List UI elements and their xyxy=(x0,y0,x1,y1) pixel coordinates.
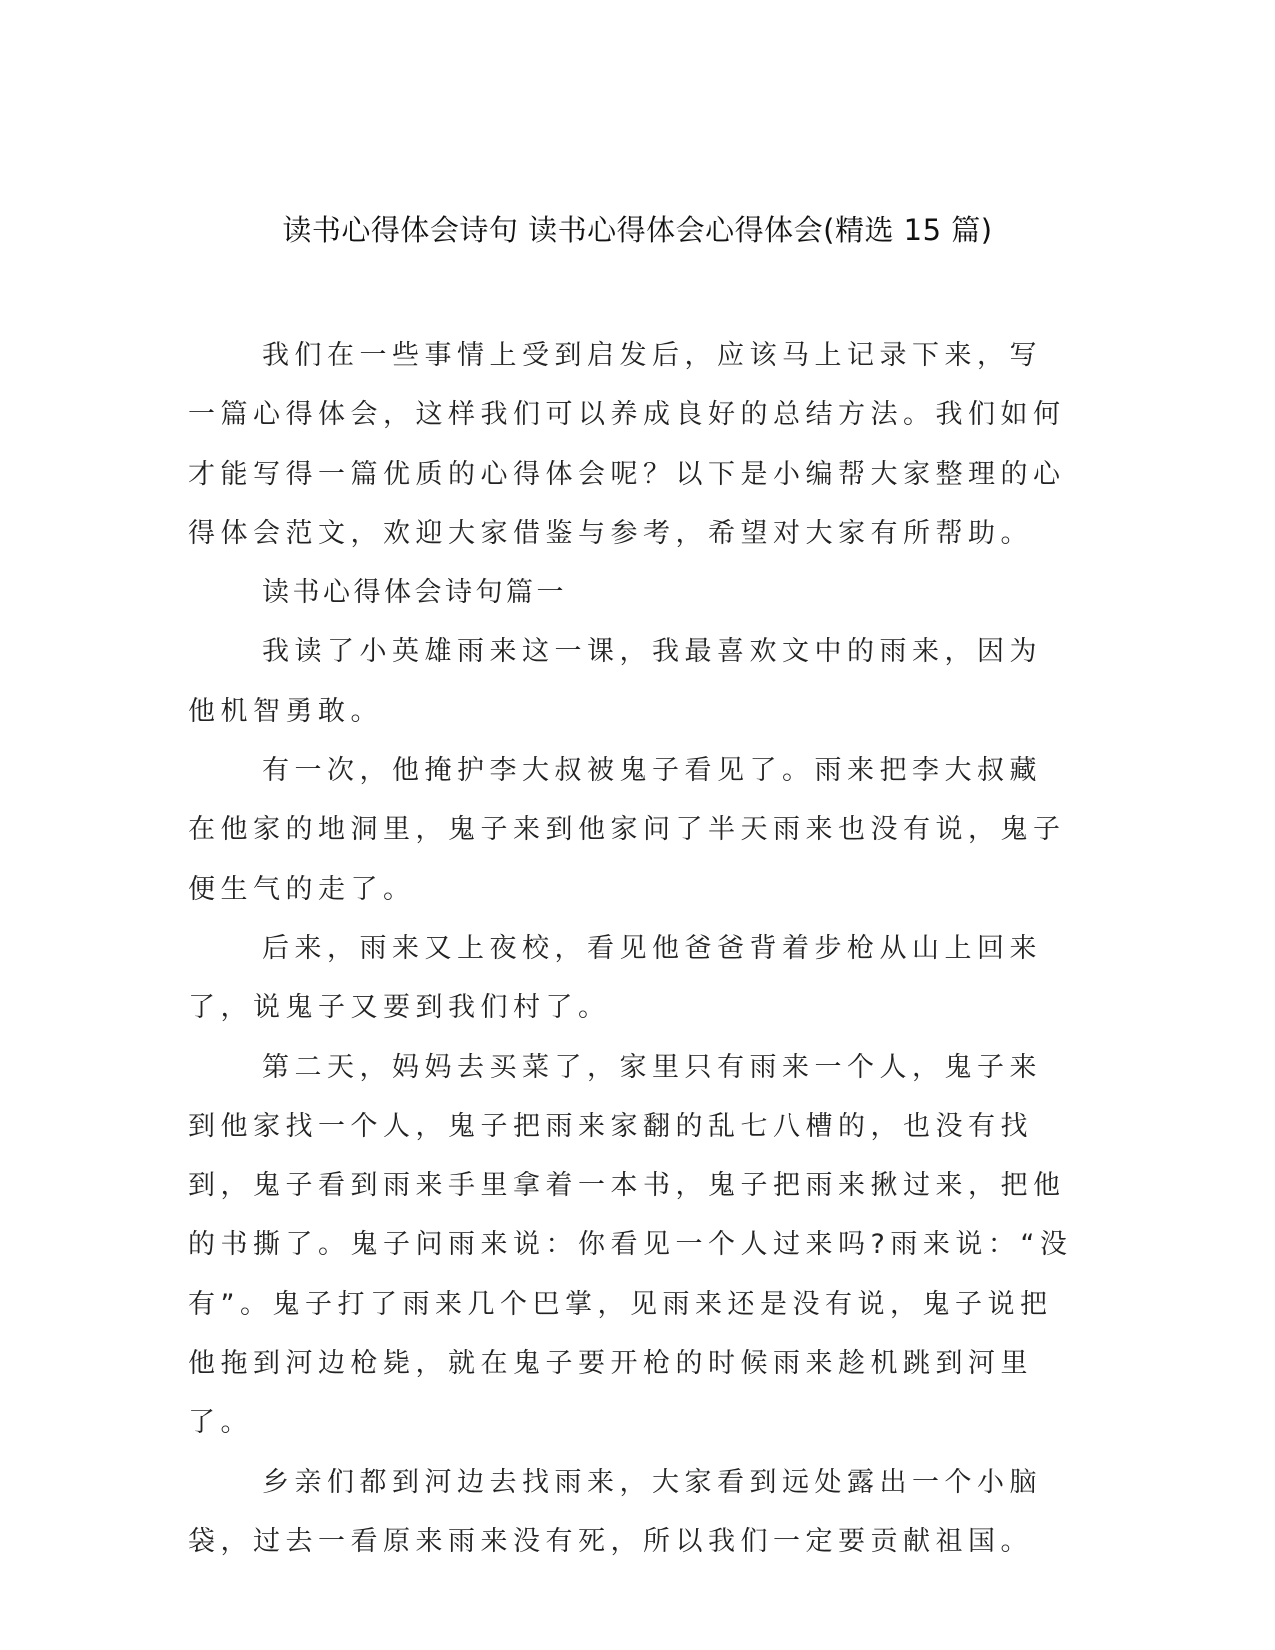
body-paragraph: 我读了小英雄雨来这一课，我最喜欢文中的雨来，因为他机智勇敢。 xyxy=(188,636,1042,727)
body-paragraph: 有一次，他掩护李大叔被鬼子看见了。雨来把李大叔藏在他家的地洞里，鬼子来到他家问了半天雨来也没有说，鬼子便生气的走了。 xyxy=(188,755,1066,905)
intro-paragraph: 我们在一些事情上受到启发后，应该马上记录下来，写一篇心得体会，这样我们可以养成良好的总结方法。我们如何才能写得一篇优质的心得体会呢？以下是小编帮大家整理的心得体会范文，欢迎大家借鉴与参考，希望对大家有所帮助。 xyxy=(188,340,1066,549)
section-heading: 读书心得体会诗句篇一 xyxy=(262,577,567,609)
body-paragraph: 后来，雨来又上夜校，看见他爸爸背着步枪从山上回来了，说鬼子又要到我们村了。 xyxy=(188,932,1042,1024)
document-body xyxy=(188,326,1073,1571)
body-paragraph: 第二天，妈妈去买菜了，家里只有雨来一个人，鬼子来到他家找一个人，鬼子把雨来家翻的乱七八槽的，也没有找到，鬼子看到雨来手里拿着一本书，鬼子把雨来揪过来，把他的书撕了。鬼子问雨来说：你看见一个人过来吗?雨来说：“没有”。鬼子打了雨来几个巴掌，见雨来还是没有说，鬼子说把他拖到河边枪毙，就在鬼子要开枪的时候雨来趁机跳到河里了。 xyxy=(188,1051,1073,1439)
document-title: 读书心得体会诗句 读书心得体会心得体会(精选 15 篇) xyxy=(282,213,993,247)
body-paragraph: 乡亲们都到河边去找雨来，大家看到远处露出一个小脑袋，过去一看原来雨来没有死，所以我们一定要贡献祖国。 xyxy=(188,1466,1042,1557)
